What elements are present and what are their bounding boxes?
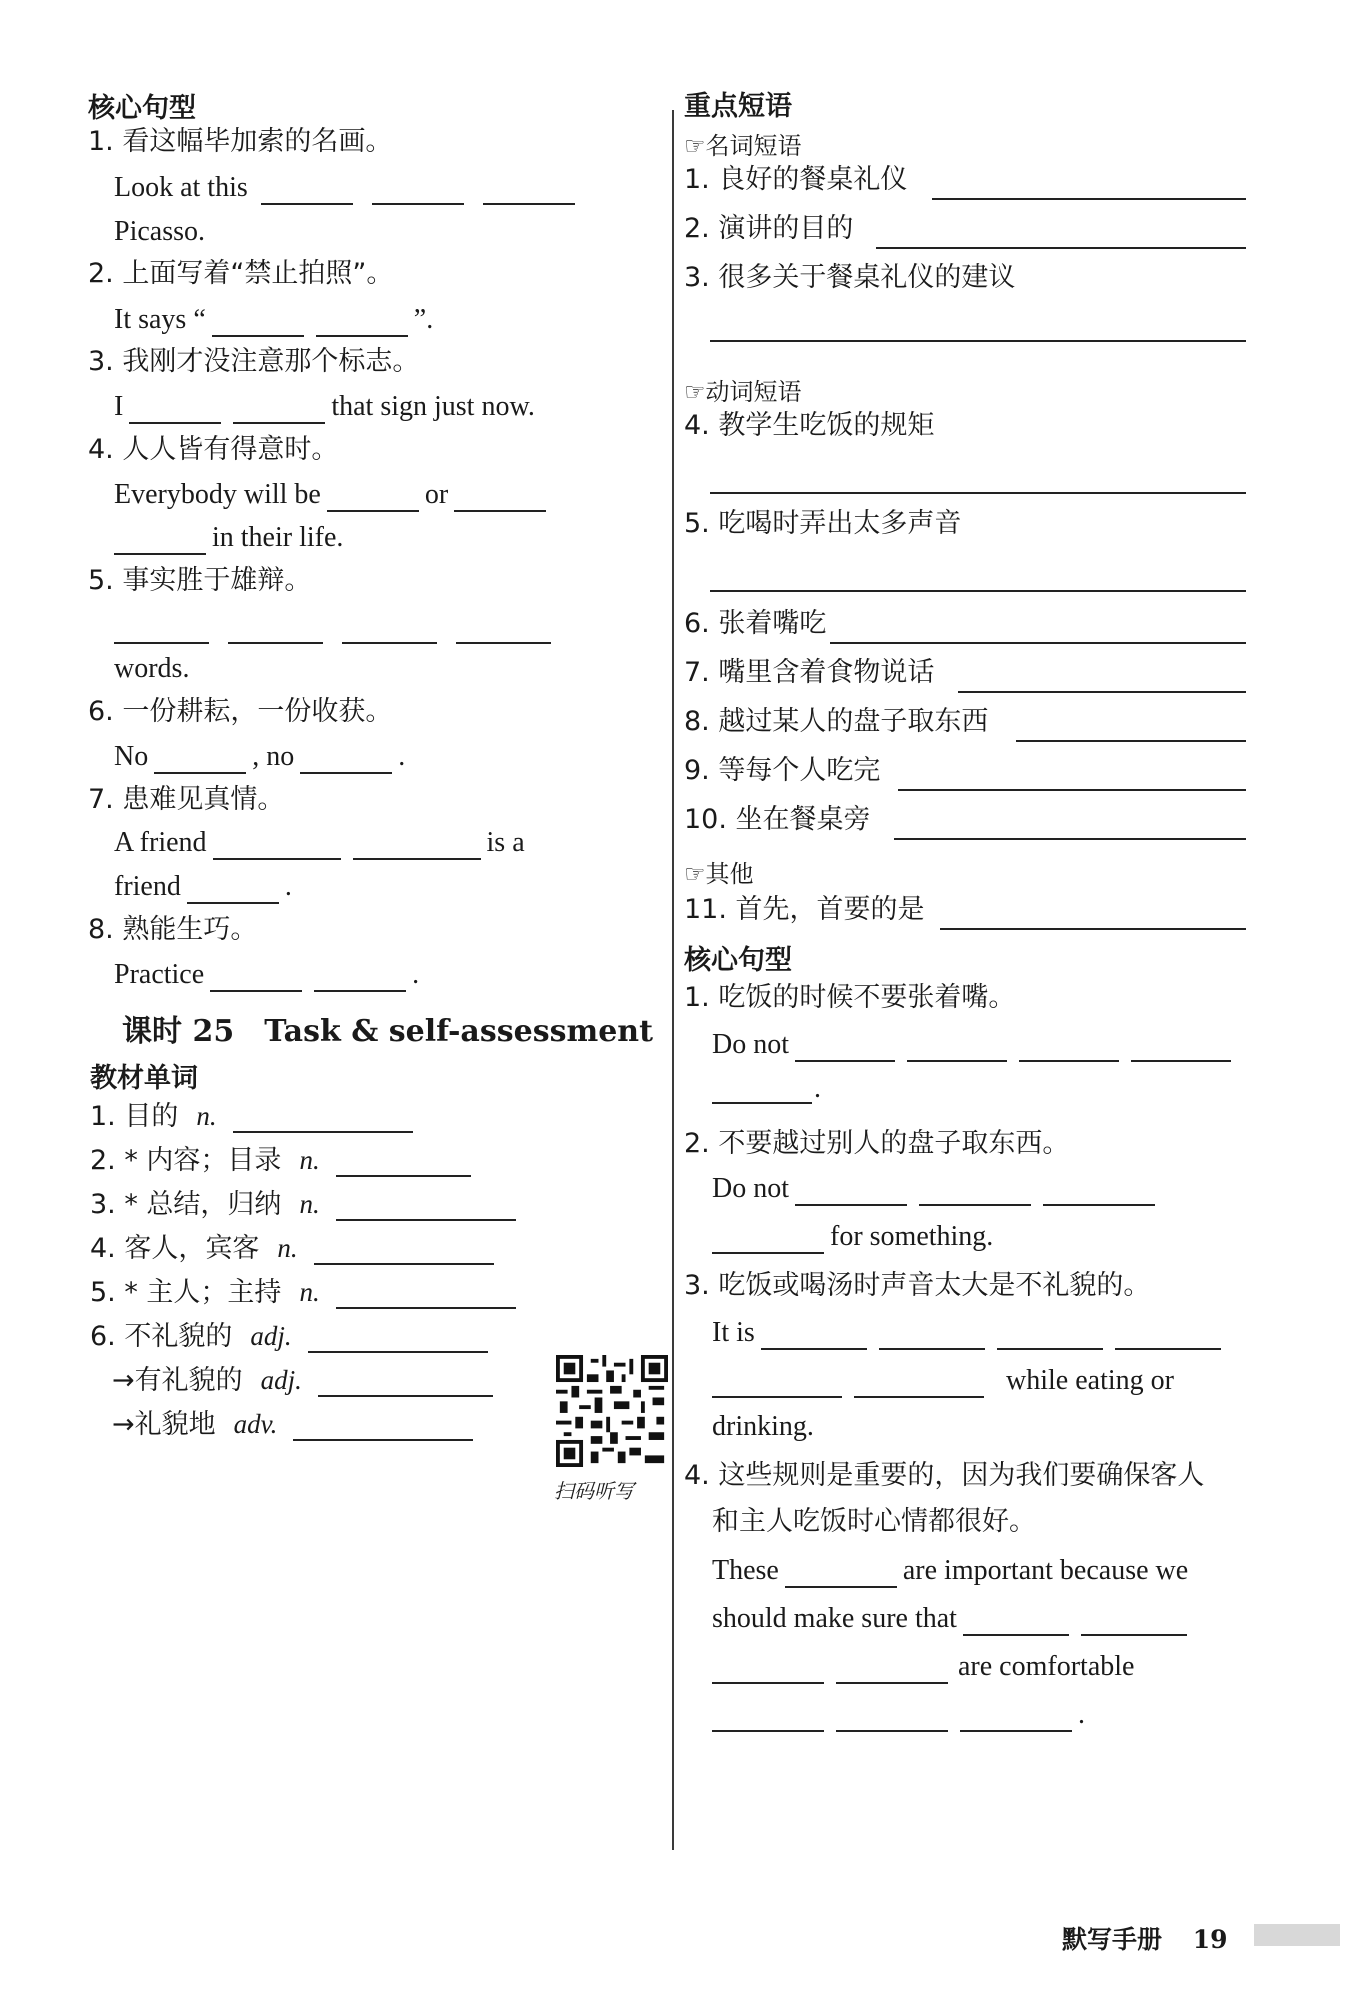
blank[interactable] (353, 832, 481, 860)
phrase-text: 8. 越过某人的盘子取东西 (684, 706, 989, 737)
sentence-6-post: . (398, 741, 406, 772)
sentence-6-pre: No (114, 741, 149, 772)
blank[interactable] (261, 177, 353, 205)
sentence-3-pre: I (114, 391, 124, 422)
sentence-8-en (114, 958, 419, 992)
blank[interactable] (712, 1704, 824, 1732)
phrase-11 (684, 894, 925, 926)
phrase-4 (684, 410, 934, 442)
vocab-6-derivative-2 (112, 1408, 479, 1441)
right-sentence-4-cn: 4. 这些规则是重要的，因为我们要确保客人 (684, 1460, 1205, 1491)
footer-title: 默写手册 (1062, 1925, 1163, 1954)
blank[interactable] (314, 1237, 494, 1265)
phrase-text: 3. 很多关于餐桌礼仪的建议 (684, 262, 1016, 293)
blank[interactable] (710, 490, 1246, 494)
phrase-8 (684, 706, 988, 738)
sentence-2-en (114, 303, 433, 337)
blank[interactable] (293, 1413, 473, 1441)
period: . (814, 1073, 821, 1104)
vocab-cn: →礼貌地 (112, 1409, 216, 1440)
phrase-text: 10. 坐在餐桌旁 (684, 804, 871, 835)
sentence-1-cn: 1. 看这幅毕加索的名画。 (88, 126, 393, 157)
blank[interactable] (212, 309, 304, 337)
sentence-pre: Do not (712, 1029, 789, 1060)
blank[interactable] (233, 396, 325, 424)
qr-label: 扫码听写 (554, 1479, 634, 1503)
blank[interactable] (233, 1105, 413, 1133)
blank[interactable] (154, 746, 246, 774)
sentence-mid: while eating or (1006, 1365, 1174, 1396)
part-of-speech: n. (196, 1101, 217, 1131)
blank[interactable] (210, 964, 302, 992)
sentence-5-en-end: words. (114, 653, 190, 684)
sentence-line2: should make sure that (712, 1603, 957, 1634)
part-of-speech: adj. (250, 1321, 292, 1351)
sentence-pre: It is (712, 1317, 755, 1348)
blank[interactable] (1019, 1034, 1119, 1062)
right-sentence-3-en-2 (712, 1364, 1174, 1398)
sentence-7-pre: A friend (114, 827, 207, 858)
sentence-3-post: that sign just now. (331, 391, 535, 422)
right-sentence-2-cn: 2. 不要越过别人的盘子取东西。 (684, 1128, 1070, 1159)
blank[interactable] (327, 484, 419, 512)
noun-phrases-label: ☞名词短语 (684, 132, 802, 160)
blank[interactable] (712, 1370, 842, 1398)
blank[interactable] (1016, 738, 1246, 742)
sentence-6-cn: 6. 一份耕耘，一份收获。 (88, 696, 393, 727)
vocab-cn: 6. 不礼貌的 (90, 1321, 233, 1352)
sentence-pre: Do not (712, 1173, 789, 1204)
blank[interactable] (795, 1034, 895, 1062)
core-sentences-heading: 核心句型 (88, 93, 196, 124)
blank[interactable] (960, 1704, 1072, 1732)
phrase-10 (684, 804, 871, 836)
blank[interactable] (318, 1369, 493, 1397)
phrase-text: 1. 良好的餐桌礼仪 (684, 164, 908, 195)
part-of-speech: n. (299, 1145, 320, 1175)
blank[interactable] (907, 1034, 1007, 1062)
sentence-7-pre2: friend (114, 871, 181, 902)
vocab-cn: 5. * 主人；主持 (90, 1277, 282, 1308)
blank[interactable] (114, 616, 209, 644)
blank[interactable] (342, 616, 437, 644)
sentence-end: . (1078, 1699, 1085, 1730)
phrase-text: 11. 首先，首要的是 (684, 894, 925, 925)
blank[interactable] (316, 309, 408, 337)
blank[interactable] (314, 964, 406, 992)
phrase-text: 5. 吃喝时弄出太多声音 (684, 508, 962, 539)
phrase-1 (684, 164, 907, 196)
sentence-mid: are important because we (902, 1555, 1189, 1586)
vocab-6-derivative-1 (112, 1364, 499, 1397)
sentence-8-cn: 8. 熟能生巧。 (88, 914, 258, 945)
right-sentence-3-en-end: drinking. (712, 1411, 814, 1442)
sentence-7-post: . (284, 871, 292, 902)
sentence-2-post: ”. (413, 304, 434, 335)
blank[interactable] (958, 689, 1246, 693)
sentence-6-mid: , no (252, 741, 295, 772)
phrase-9 (684, 755, 880, 787)
blank[interactable] (710, 338, 1246, 342)
blank[interactable] (894, 836, 1246, 840)
vocab-1 (90, 1100, 419, 1133)
blank[interactable] (454, 484, 546, 512)
vocab-cn: 1. 目的 (90, 1101, 179, 1132)
blank[interactable] (876, 245, 1246, 249)
vocab-2 (90, 1144, 477, 1177)
vocab-4 (90, 1232, 500, 1265)
sentence-5-cn: 5. 事实胜于雄辩。 (88, 565, 312, 596)
sentence-5-blanks (114, 610, 557, 644)
column-divider (672, 110, 674, 1850)
footer-decoration (1254, 1924, 1340, 1946)
blank[interactable] (114, 527, 206, 555)
part-of-speech: adv. (233, 1409, 278, 1439)
blank[interactable] (854, 1370, 984, 1398)
vocab-6 (90, 1320, 494, 1353)
sentence-7-en-end (114, 870, 292, 904)
right-sentence-3-en (712, 1316, 1227, 1350)
qr-code-icon[interactable] (556, 1355, 668, 1467)
blank[interactable] (795, 1178, 907, 1206)
sentence-post: for something. (830, 1221, 994, 1252)
phrase-text: 7. 嘴里含着食物说话 (684, 657, 935, 688)
phrase-7 (684, 657, 934, 689)
vocab-5 (90, 1276, 522, 1309)
blank[interactable] (336, 1281, 516, 1309)
blank[interactable] (932, 196, 1246, 200)
vocab-cn: 3. * 总结，归纳 (90, 1189, 282, 1220)
blank[interactable] (830, 640, 1246, 644)
blank[interactable] (940, 926, 1246, 930)
sentence-4-post: in their life. (212, 522, 344, 553)
sentence-pre: These (712, 1555, 779, 1586)
sentence-2-cn: 2. 上面写着“禁止拍照”。 (88, 258, 394, 289)
blank[interactable] (308, 1325, 488, 1353)
phrase-2 (684, 213, 853, 245)
sentence-7-en (114, 826, 525, 860)
blank[interactable] (336, 1149, 471, 1177)
sentence-4-en-end (114, 521, 343, 555)
sentence-8-post: . (412, 959, 420, 990)
right-sentence-1-en (712, 1028, 1237, 1062)
sentence-3-cn: 3. 我刚才没注意那个标志。 (88, 346, 420, 377)
phrase-3 (684, 262, 1015, 294)
blank[interactable] (997, 1322, 1103, 1350)
blank[interactable] (1043, 1178, 1155, 1206)
blank[interactable] (712, 1656, 824, 1684)
right-sentence-1-cn: 1. 吃饭的时候不要张着嘴。 (684, 982, 1016, 1013)
right-sentence-3-cn: 3. 吃饭或喝汤时声音太大是不礼貌的。 (684, 1270, 1151, 1301)
blank[interactable] (483, 177, 575, 205)
blank[interactable] (1115, 1322, 1221, 1350)
blank[interactable] (919, 1178, 1031, 1206)
vocab-cn: →有礼貌的 (112, 1365, 243, 1396)
blank[interactable] (228, 616, 323, 644)
right-sentence-4-en-4 (712, 1698, 1085, 1732)
lesson-title: 课时 25 Task & self-assessment (122, 1014, 653, 1049)
right-sentence-4-en (712, 1554, 1188, 1588)
phrase-text: 9. 等每个人吃完 (684, 755, 881, 786)
blank[interactable] (761, 1322, 867, 1350)
right-sentence-4-en-3 (712, 1650, 1134, 1684)
page-number: 19 (1192, 1925, 1228, 1954)
sentence-1-en (114, 171, 581, 205)
key-phrases-heading: 重点短语 (684, 91, 792, 122)
worksheet-page (22, 20, 1330, 1980)
sentence-8-pre: Practice (114, 959, 205, 990)
sentence-1-en-end: Picasso. (114, 216, 205, 247)
phrase-text: 6. 张着嘴吃 (684, 608, 827, 639)
blank[interactable] (187, 876, 279, 904)
blank[interactable] (963, 1608, 1069, 1636)
sentence-6-en (114, 740, 405, 774)
phrase-text: 4. 教学生吃饭的规矩 (684, 410, 935, 441)
part-of-speech: n. (299, 1189, 320, 1219)
sentence-3-en (114, 390, 535, 424)
right-sentence-2-en-end (712, 1220, 993, 1254)
sentence-4-en (114, 478, 552, 512)
sentence-1-text: Look at this (114, 172, 248, 203)
blank[interactable] (336, 1193, 516, 1221)
phrase-5 (684, 508, 961, 540)
phrase-6 (684, 608, 826, 640)
sentence-line3: are comfortable (958, 1651, 1135, 1682)
blank[interactable] (456, 616, 551, 644)
sentence-2-pre: It says “ (114, 304, 206, 335)
part-of-speech: n. (277, 1233, 298, 1263)
blank[interactable] (879, 1322, 985, 1350)
blank[interactable] (712, 1226, 824, 1254)
sentence-7-mid: is a (486, 827, 525, 858)
textbook-vocab-heading: 教材单词 (90, 1063, 198, 1094)
right-sentence-4-cn-2: 和主人吃饭时心情都很好。 (712, 1506, 1036, 1537)
part-of-speech: n. (299, 1277, 320, 1307)
right-sentence-2-en (712, 1172, 1161, 1206)
footer (1062, 1920, 1228, 1956)
blank[interactable] (1081, 1608, 1187, 1636)
core-sentences-heading-right: 核心句型 (684, 945, 792, 976)
sentence-4-mid: or (424, 479, 449, 510)
blank[interactable] (785, 1560, 897, 1588)
sentence-7-cn: 7. 患难见真情。 (88, 784, 285, 815)
verb-phrases-label: ☞动词短语 (684, 378, 802, 406)
sentence-4-cn: 4. 人人皆有得意时。 (88, 434, 339, 465)
vocab-cn: 2. * 内容；目录 (90, 1145, 282, 1176)
vocab-3 (90, 1188, 522, 1221)
blank[interactable] (712, 1100, 812, 1104)
blank[interactable] (372, 177, 464, 205)
blank[interactable] (836, 1704, 948, 1732)
blank[interactable] (300, 746, 392, 774)
blank[interactable] (213, 832, 341, 860)
phrase-text: 2. 演讲的目的 (684, 213, 854, 244)
other-label: ☞其他 (684, 860, 754, 888)
blank[interactable] (710, 588, 1246, 592)
blank[interactable] (1131, 1034, 1231, 1062)
right-sentence-4-en-2 (712, 1602, 1193, 1636)
blank[interactable] (836, 1656, 948, 1684)
blank[interactable] (129, 396, 221, 424)
sentence-4-pre: Everybody will be (114, 479, 321, 510)
blank[interactable] (898, 787, 1246, 791)
part-of-speech: adj. (260, 1365, 302, 1395)
vocab-cn: 4. 客人，宾客 (90, 1233, 260, 1264)
